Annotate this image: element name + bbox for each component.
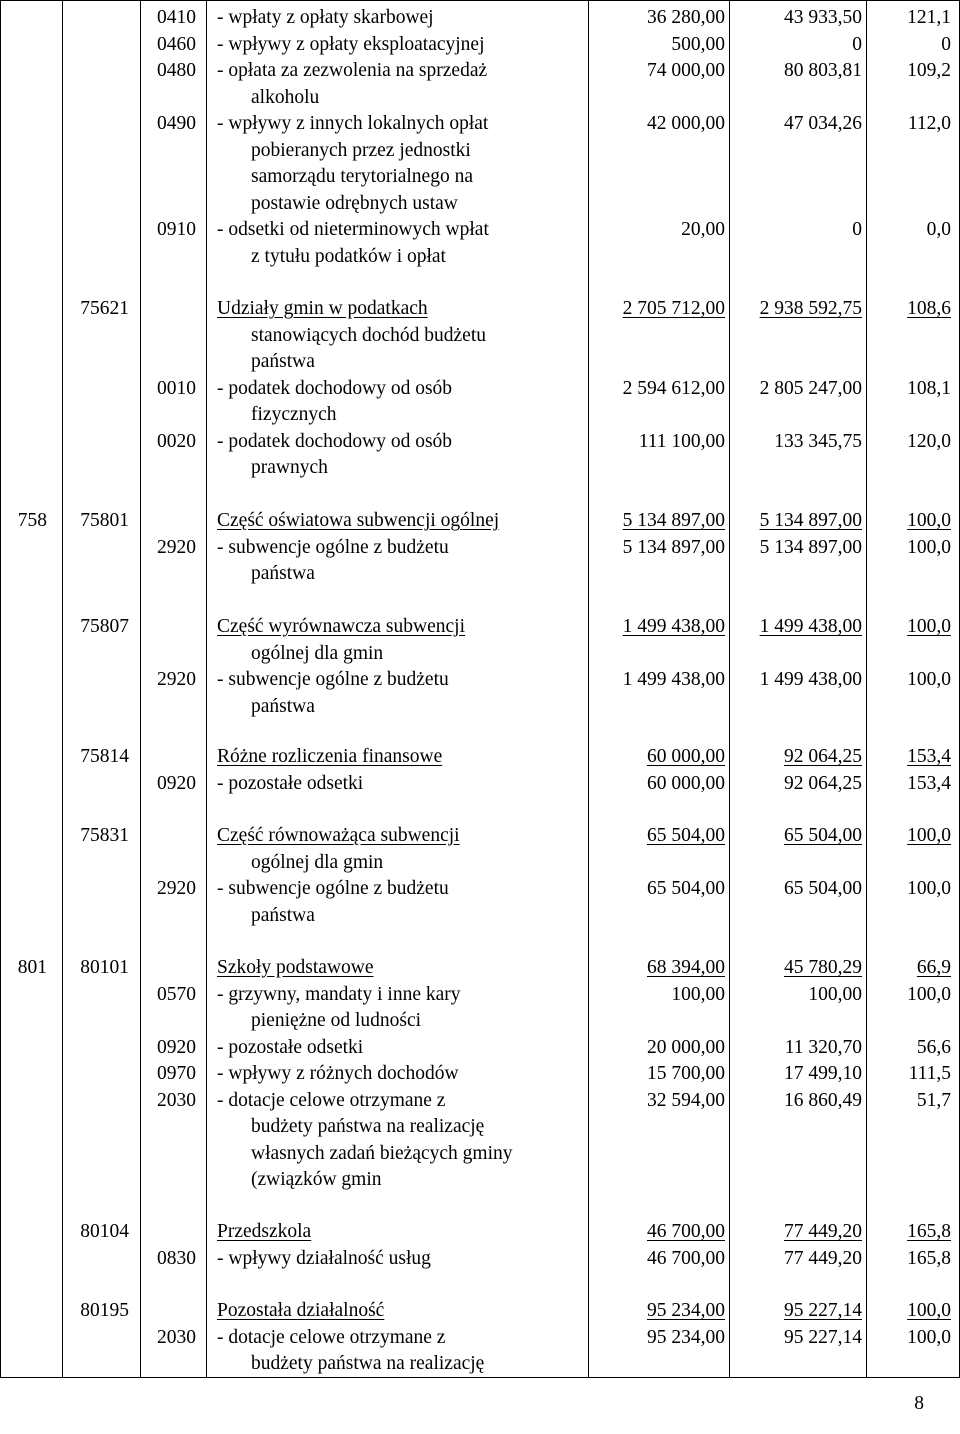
execution-amount: 95 227,14	[784, 1326, 862, 1348]
paragraf-code: 2920	[157, 536, 196, 558]
item-description: prawnych	[251, 457, 328, 478]
item-description: fizycznych	[251, 404, 337, 425]
execution-amount: 65 504,00	[784, 878, 862, 899]
item-description: państwa	[251, 695, 315, 717]
item-description: pobieranych przez jednostki	[251, 139, 471, 161]
item-description: stanowiących dochód budżetu	[251, 324, 487, 346]
rozdzial-code: 75807	[80, 616, 129, 637]
item-description: - subwencje ogólne z budżetu	[217, 669, 449, 690]
percent-value: 108,6	[907, 298, 951, 319]
execution-amount: 1 499 438,00	[759, 616, 862, 637]
execution-amount: 77 449,20	[784, 1221, 862, 1242]
plan-amount: 111 100,00	[638, 430, 725, 452]
item-description: - dotacje celowe otrzymane z	[217, 1089, 446, 1111]
execution-amount: 1 499 438,00	[759, 669, 862, 690]
percent-value: 100,0	[907, 616, 951, 637]
plan-amount: 46 700,00	[647, 1247, 725, 1269]
execution-amount: 16 860,49	[784, 1089, 862, 1111]
item-description: ogólnej dla gmin	[251, 642, 384, 664]
plan-amount: 500,00	[671, 33, 725, 55]
paragraf-code: 0920	[157, 772, 196, 794]
paragraf-code: 0020	[157, 430, 196, 452]
item-description: budżety państwa na realizację	[251, 1116, 485, 1137]
plan-amount: 100,00	[671, 983, 725, 1005]
plan-amount: 15 700,00	[647, 1063, 725, 1084]
execution-amount: 65 504,00	[784, 825, 862, 846]
execution-amount: 43 933,50	[784, 7, 862, 28]
paragraf-code: 0910	[157, 219, 196, 240]
paragraf-code: 0410	[157, 7, 196, 28]
percent-value: 100,0	[907, 536, 951, 558]
chapter-title: Szkoły podstawowe	[217, 957, 374, 978]
plan-amount: 60 000,00	[647, 746, 725, 767]
plan-amount: 65 504,00	[647, 878, 725, 899]
item-description: pieniężne od ludności	[251, 1010, 422, 1031]
plan-amount: 60 000,00	[647, 772, 725, 794]
plan-amount: 74 000,00	[647, 60, 725, 81]
plan-amount: 42 000,00	[647, 113, 725, 134]
execution-amount: 95 227,14	[784, 1300, 862, 1321]
rozdzial-code: 75814	[80, 746, 129, 767]
paragraf-code: 0920	[157, 1036, 196, 1058]
item-description: - subwencje ogólne z budżetu	[217, 878, 449, 899]
item-description: - wpłaty z opłaty skarbowej	[217, 7, 434, 28]
percent-value: 100,0	[907, 1326, 951, 1348]
item-description: - pozostałe odsetki	[217, 1036, 364, 1058]
item-description: - odsetki od nieterminowych wpłat	[217, 219, 489, 240]
paragraf-code: 2030	[157, 1089, 196, 1111]
item-description: ogólnej dla gmin	[251, 851, 384, 873]
percent-value: 112,0	[907, 113, 951, 134]
execution-amount: 17 499,10	[784, 1063, 862, 1084]
item-description: - podatek dochodowy od osób	[217, 377, 453, 399]
item-description: - wpływy działalność usług	[217, 1247, 431, 1269]
percent-value: 165,8	[907, 1221, 951, 1242]
column-rule-0	[0, 0, 1, 1378]
plan-amount: 46 700,00	[647, 1221, 725, 1242]
plan-amount: 1 499 438,00	[622, 669, 725, 690]
item-description: - pozostałe odsetki	[217, 772, 364, 794]
rozdzial-code: 80195	[80, 1300, 129, 1321]
chapter-title: Część wyrównawcza subwencji	[217, 616, 465, 637]
execution-amount: 0	[852, 219, 862, 240]
column-rule-4	[588, 0, 589, 1378]
execution-amount: 0	[852, 33, 862, 55]
percent-value: 100,0	[907, 1300, 951, 1321]
plan-amount: 2 594 612,00	[622, 377, 725, 399]
paragraf-code: 2030	[157, 1326, 196, 1348]
execution-amount: 80 803,81	[784, 60, 862, 81]
plan-amount: 95 234,00	[647, 1326, 725, 1348]
paragraf-code: 0830	[157, 1247, 196, 1269]
item-description: - opłata za zezwolenia na sprzedaż	[217, 60, 488, 81]
percent-value: 165,8	[907, 1247, 951, 1269]
chapter-title: Przedszkola	[217, 1221, 312, 1242]
plan-amount: 20 000,00	[647, 1036, 725, 1058]
item-description: - wpływy z różnych dochodów	[217, 1063, 459, 1084]
percent-value: 0,0	[926, 219, 951, 240]
plan-amount: 2 705 712,00	[622, 298, 725, 319]
percent-value: 66,9	[916, 957, 951, 978]
paragraf-code: 0490	[157, 113, 196, 134]
plan-amount: 95 234,00	[647, 1300, 725, 1321]
dzial-code: 801	[17, 957, 47, 978]
percent-value: 56,6	[916, 1036, 951, 1058]
column-rule-1	[62, 0, 63, 1378]
execution-amount: 92 064,25	[784, 746, 862, 767]
item-description: własnych zadań bieżących gminy	[251, 1142, 513, 1164]
percent-value: 120,0	[907, 430, 951, 452]
item-description: - wpływy z opłaty eksploatacyjnej	[217, 33, 485, 55]
percent-value: 100,0	[907, 878, 951, 899]
plan-amount: 65 504,00	[647, 825, 725, 846]
plan-amount: 5 134 897,00	[622, 536, 725, 558]
item-description: państwa	[251, 904, 315, 926]
percent-value: 100,0	[907, 669, 951, 690]
rozdzial-code: 75801	[80, 510, 129, 531]
paragraf-code: 0480	[157, 60, 196, 81]
execution-amount: 92 064,25	[784, 772, 862, 794]
plan-amount: 32 594,00	[647, 1089, 725, 1111]
item-description: alkoholu	[251, 86, 320, 108]
percent-value: 109,2	[907, 60, 951, 81]
percent-value: 100,0	[907, 510, 951, 531]
item-description: samorządu terytorialnego na	[251, 166, 473, 187]
rozdzial-code: 75621	[80, 298, 129, 319]
rozdzial-code: 80104	[80, 1221, 129, 1242]
percent-value: 0	[941, 33, 951, 55]
percent-value: 111,5	[908, 1063, 951, 1084]
execution-amount: 47 034,26	[784, 113, 862, 134]
paragraf-code: 0010	[157, 377, 196, 399]
execution-amount: 11 320,70	[784, 1036, 862, 1058]
execution-amount: 5 134 897,00	[759, 510, 862, 531]
execution-amount: 133 345,75	[774, 430, 862, 452]
item-description: - dotacje celowe otrzymane z	[217, 1326, 446, 1348]
item-description: budżety państwa na realizację	[251, 1353, 485, 1374]
item-description: - podatek dochodowy od osób	[217, 430, 453, 452]
percent-value: 51,7	[916, 1089, 951, 1111]
plan-amount: 20,00	[681, 219, 725, 240]
percent-value: 153,4	[907, 772, 951, 794]
column-rule-2	[140, 0, 141, 1378]
plan-amount: 5 134 897,00	[622, 510, 725, 531]
column-rule-3	[206, 0, 207, 1378]
execution-amount: 2 805 247,00	[759, 377, 862, 399]
paragraf-code: 2920	[157, 878, 196, 899]
percent-value: 108,1	[907, 377, 951, 399]
chapter-title: Udziały gmin w podatkach	[217, 298, 428, 319]
execution-amount: 45 780,29	[784, 957, 862, 978]
paragraf-code: 2920	[157, 669, 196, 690]
rozdzial-code: 80101	[80, 957, 129, 978]
item-description: (związków gmin	[251, 1169, 382, 1190]
execution-amount: 100,00	[808, 983, 862, 1005]
dzial-code: 758	[17, 510, 47, 531]
percent-value: 121,1	[907, 7, 951, 28]
execution-amount: 5 134 897,00	[759, 536, 862, 558]
table-top-rule	[0, 0, 960, 1]
item-description: państwa	[251, 351, 315, 372]
chapter-title: Różne rozliczenia finansowe	[217, 746, 443, 767]
paragraf-code: 0570	[157, 983, 196, 1005]
chapter-title: Część oświatowa subwencji ogólnej	[217, 510, 500, 531]
plan-amount: 1 499 438,00	[622, 616, 725, 637]
item-description: z tytułu podatków i opłat	[251, 245, 446, 267]
paragraf-code: 0970	[157, 1063, 196, 1084]
chapter-title: Część równoważąca subwencji	[217, 825, 460, 846]
execution-amount: 77 449,20	[784, 1247, 862, 1269]
item-description: - subwencje ogólne z budżetu	[217, 536, 449, 558]
rozdzial-code: 75831	[80, 825, 129, 846]
percent-value: 100,0	[907, 983, 951, 1005]
percent-value: 100,0	[907, 825, 951, 846]
paragraf-code: 0460	[157, 33, 196, 55]
execution-amount: 2 938 592,75	[759, 298, 862, 319]
column-rule-6	[866, 0, 867, 1378]
plan-amount: 68 394,00	[647, 957, 725, 978]
item-description: państwa	[251, 563, 315, 584]
plan-amount: 36 280,00	[647, 7, 725, 28]
page-number: 8	[914, 1393, 924, 1414]
percent-value: 153,4	[907, 746, 951, 767]
chapter-title: Pozostała działalność	[217, 1300, 385, 1321]
item-description: postawie odrębnych ustaw	[251, 192, 458, 214]
item-description: - wpływy z innych lokalnych opłat	[217, 113, 489, 134]
item-description: - grzywny, mandaty i inne kary	[217, 983, 461, 1005]
column-rule-5	[729, 0, 730, 1378]
